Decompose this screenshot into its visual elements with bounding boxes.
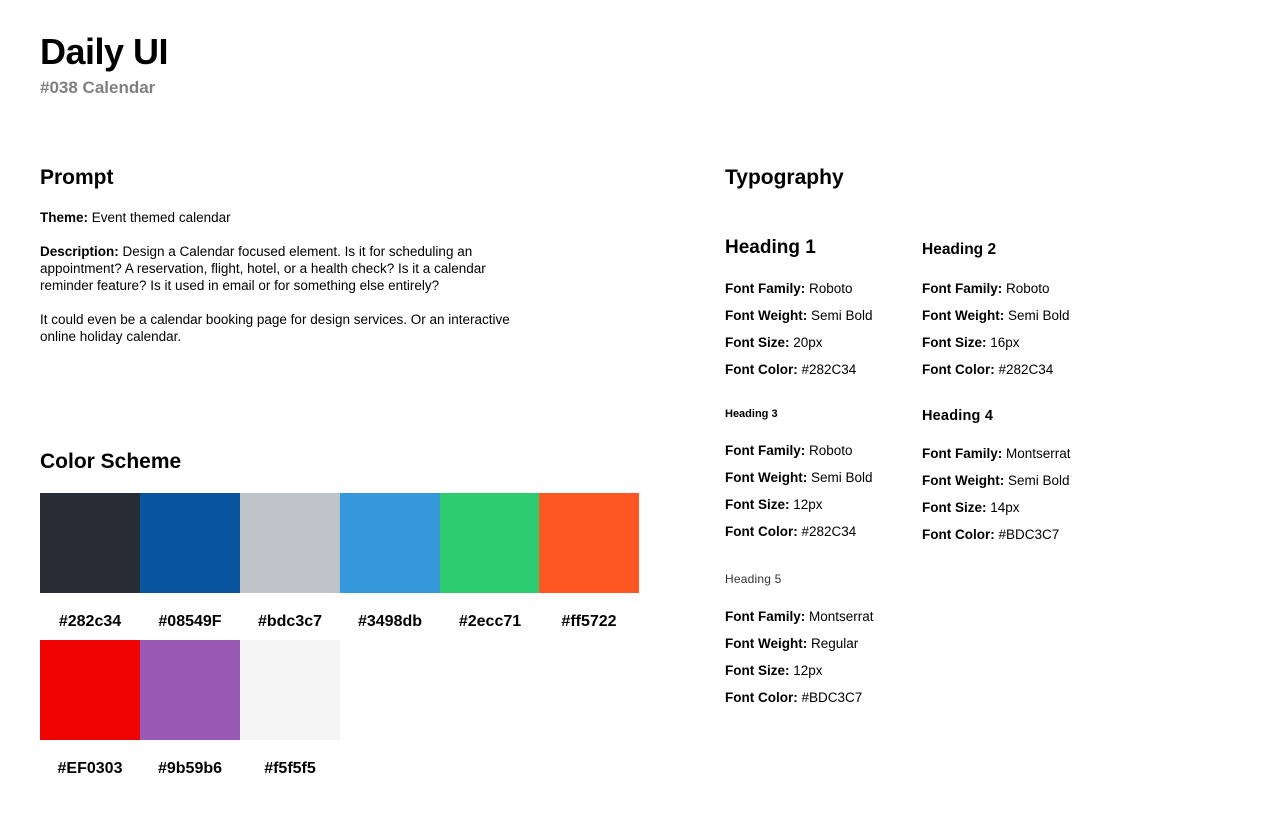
color-swatch: [140, 640, 240, 740]
spec-label: Font Size:: [922, 500, 987, 515]
color-swatch: [40, 640, 140, 740]
color-hex-label: #08549F: [158, 613, 222, 630]
spec-value: Montserrat: [1002, 446, 1071, 461]
color-hex-label: #ff5722: [561, 613, 617, 630]
spec-value: Semi Bold: [1004, 473, 1070, 488]
spec-value: Regular: [807, 636, 859, 651]
font-family-spec: [725, 608, 874, 625]
color-swatch: [240, 493, 340, 593]
typography-style-name: Heading 1: [725, 237, 816, 258]
spec-label: Font Family:: [922, 281, 1003, 296]
page-subtitle: #038 Calendar: [40, 78, 156, 97]
font-weight-spec: [922, 472, 1070, 489]
spec-value: Semi Bold: [1004, 308, 1070, 323]
spec-value: #282C34: [797, 524, 857, 539]
theme-label: Theme:: [40, 210, 89, 225]
font-size-spec: [725, 334, 823, 351]
color-swatch: [340, 493, 440, 593]
spec-label: Font Weight:: [725, 470, 808, 485]
color-hex-label: #3498db: [357, 613, 423, 630]
spec-label: Font Family:: [922, 446, 1003, 461]
spec-value: #282C34: [994, 362, 1054, 377]
color-hex-label: #282c34: [58, 613, 122, 630]
spec-label: Font Weight:: [725, 636, 808, 651]
typography-heading: Typography: [725, 166, 844, 189]
color-swatch: [140, 493, 240, 593]
font-size-spec: [922, 499, 1020, 516]
prompt-theme: [40, 209, 510, 226]
typography-style-name: Heading 3: [725, 408, 778, 420]
color-scheme-heading: Color Scheme: [40, 450, 182, 473]
spec-value: Semi Bold: [807, 308, 873, 323]
font-family-spec: [725, 280, 853, 297]
spec-label: Font Weight:: [725, 308, 808, 323]
spec-value: 14px: [986, 500, 1020, 515]
color-swatch: [40, 493, 140, 593]
typography-style-name: Heading 2: [922, 241, 997, 258]
font-color-spec: [922, 361, 1053, 378]
spec-value: 20px: [789, 335, 823, 350]
spec-value: Roboto: [1002, 281, 1050, 296]
color-swatch: [539, 493, 639, 593]
prompt-body: [40, 209, 510, 365]
typography-style-name: Heading 5: [725, 572, 782, 586]
color-hex-label: #2ecc71: [458, 613, 522, 630]
spec-label: Font Size:: [725, 663, 790, 678]
color-hex-label: #9b59b6: [157, 760, 223, 777]
prompt-description: [40, 243, 510, 294]
font-color-spec: [922, 526, 1059, 543]
font-weight-spec: [922, 307, 1070, 324]
spec-label: Font Family:: [725, 443, 806, 458]
description-label: Description:: [40, 244, 119, 259]
spec-value: Roboto: [805, 443, 853, 458]
spec-value: Montserrat: [805, 609, 874, 624]
spec-value: Roboto: [805, 281, 853, 296]
spec-label: Font Size:: [725, 497, 790, 512]
font-size-spec: [922, 334, 1020, 351]
spec-label: Font Size:: [725, 335, 790, 350]
theme-value: Event themed calendar: [88, 210, 231, 225]
spec-label: Font Color:: [725, 362, 798, 377]
prompt-extra: It could even be a calendar booking page for design services. Or an interactive online holiday calendar.: [40, 312, 510, 344]
spec-value: Semi Bold: [807, 470, 873, 485]
description-value: Design a Calendar focused element. Is it for scheduling an appointment? A reservation, flight, hotel, or a health check? Is it a calendar reminder feature? Is it used in email or for something else entirely?: [40, 244, 486, 293]
font-color-spec: [725, 689, 862, 706]
font-family-spec: [922, 280, 1050, 297]
font-color-spec: [725, 523, 856, 540]
spec-label: Font Family:: [725, 281, 806, 296]
font-weight-spec: [725, 307, 873, 324]
font-weight-spec: [725, 469, 873, 486]
spec-label: Font Size:: [922, 335, 987, 350]
spec-label: Font Color:: [725, 524, 798, 539]
font-family-spec: [725, 442, 853, 459]
font-size-spec: [725, 662, 823, 679]
font-size-spec: [725, 496, 823, 513]
spec-value: 12px: [789, 663, 823, 678]
spec-label: Font Color:: [922, 362, 995, 377]
spec-value: 16px: [986, 335, 1020, 350]
color-hex-label: #EF0303: [57, 760, 123, 777]
spec-label: Font Weight:: [922, 473, 1005, 488]
spec-value: #BDC3C7: [797, 690, 863, 705]
color-hex-label: #bdc3c7: [257, 613, 323, 630]
font-color-spec: [725, 361, 856, 378]
color-swatch: [440, 493, 540, 593]
spec-label: Font Weight:: [922, 308, 1005, 323]
page-title: Daily UI: [40, 31, 169, 72]
spec-value: #BDC3C7: [994, 527, 1060, 542]
font-weight-spec: [725, 635, 858, 652]
spec-value: #282C34: [797, 362, 857, 377]
spec-label: Font Color:: [922, 527, 995, 542]
spec-value: 12px: [789, 497, 823, 512]
prompt-heading: Prompt: [40, 166, 114, 189]
spec-label: Font Color:: [725, 690, 798, 705]
spec-label: Font Family:: [725, 609, 806, 624]
font-family-spec: [922, 445, 1071, 462]
color-swatch: [240, 640, 340, 740]
color-hex-label: #f5f5f5: [264, 760, 316, 777]
typography-style-name: Heading 4: [922, 408, 994, 424]
